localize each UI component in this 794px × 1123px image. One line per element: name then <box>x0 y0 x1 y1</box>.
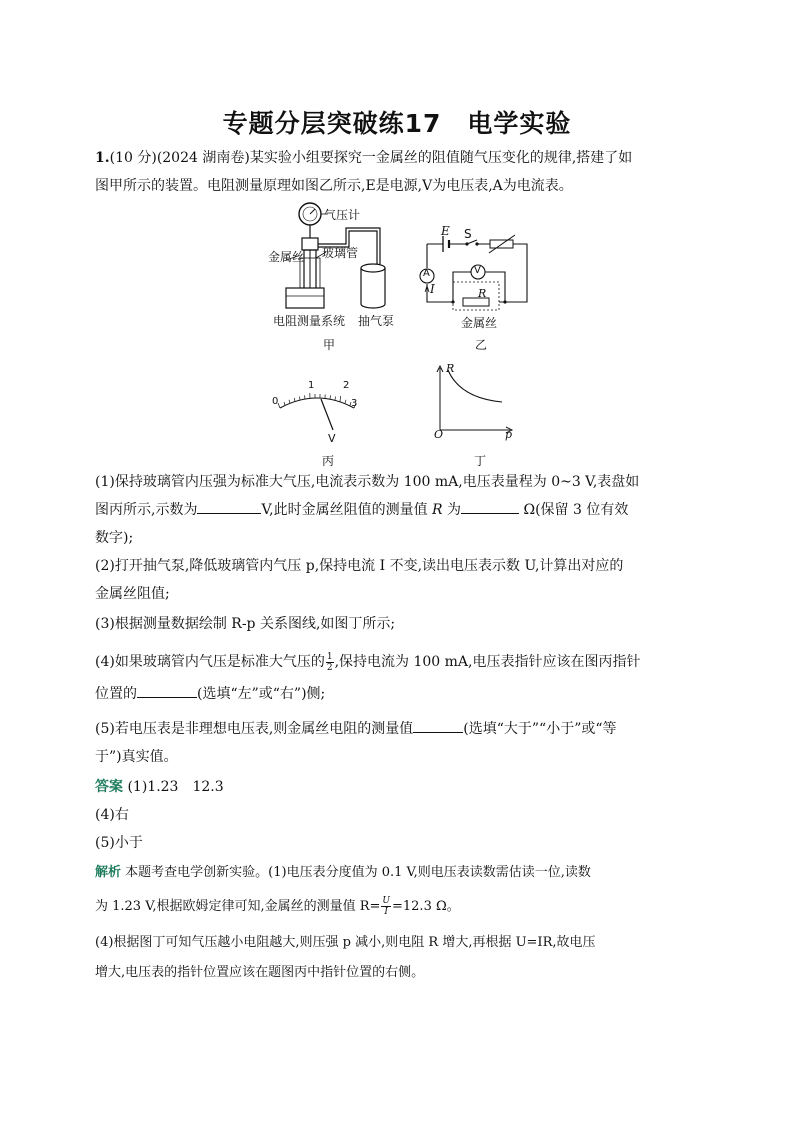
question-number: 1. <box>95 150 110 166</box>
stem-line-1: 1.(10 分)(2024 湖南卷)某实验小组要探究一金属丝的阻值随气压变化的规律,搭建了如 <box>95 150 633 166</box>
dial-tick-0: 0 <box>272 396 279 407</box>
dial-tick-3: 3 <box>351 398 358 409</box>
label-ammeter: A <box>423 268 430 279</box>
part-3: (3)根据测量数据绘制 R-p 关系图线,如图丁所示; <box>95 616 396 632</box>
fraction-one-half: $\frac{1}{2}$ <box>326 651 333 673</box>
stem-line-2: 图甲所示的装置。电阻测量原理如图乙所示,E是电源,V为电压表,A为电流表。 <box>95 178 573 194</box>
label-E: E <box>441 224 450 238</box>
page-title: 专题分层突破练17 电学实验 <box>222 109 572 138</box>
label-resistance-system: 电阻测量系统 <box>273 314 346 328</box>
label-S: S <box>464 227 472 241</box>
part-5: (5)若电压表是非理想电压表,则金属丝电阻的测量值 (选填“大于”“小于”或“等 于”)真实值。 <box>95 715 705 771</box>
dial-tick-2: 2 <box>343 380 350 391</box>
question-meta: (10 分)(2024 湖南卷) <box>109 150 250 166</box>
fraction-U-over-I: $\frac{U}{I}$ <box>382 896 390 917</box>
label-pump: 抽气泵 <box>358 314 395 328</box>
blank-voltage-reading <box>197 499 261 514</box>
caption-yi: 乙 <box>475 338 488 352</box>
axis-p: p <box>505 428 513 441</box>
figure-bing-voltmeter-dial <box>270 380 365 440</box>
label-voltmeter: V <box>474 265 481 276</box>
caption-jia: 甲 <box>323 338 336 352</box>
label-metal-wire-yi: 金属丝 <box>461 316 498 330</box>
caption-bing: 丙 <box>322 454 335 468</box>
explanation-block: 解析 本题考查电学创新实验。(1)电压表分度值为 0.1 V,则电压表读数需估读一位,读数 为 1.23 V,根据欧姆定律可知,金属丝的测量值 R= $\frac{U}{I}$ =12.3 Ω。 (4)根据图丁可知气压越小电阻越大,则压强 p 减小,则电阻 R 增大,再根据 U=IR,故电压 增大,电压表的指针位置应该在题图丙中指针位置的右侧。 <box>95 865 596 980</box>
axis-origin: O <box>434 428 444 441</box>
dial-unit: V <box>328 432 336 445</box>
blank-compare <box>413 718 463 733</box>
label-metal-wire: 金属丝 <box>268 250 305 264</box>
label-current-I: I <box>430 282 435 296</box>
explanation-label: 解析 <box>95 865 122 880</box>
label-resistor-R: R <box>478 287 487 300</box>
caption-ding: 丁 <box>474 454 487 468</box>
axis-R: R <box>446 362 455 375</box>
part-1: (1)保持玻璃管内压强为标准大气压,电流表示数为 100 mA,电压表量程为 0~3 V,表盘如 图丙所示,示数为 V,此时金属丝阻值的测量值 R 为 Ω(保留 3 位有效 数字); <box>95 474 640 546</box>
label-glass-tube: 玻璃管 <box>322 246 359 260</box>
part-4: (4)如果玻璃管内气压是标准大气压的 $\frac{1}{2}$ ,保持电流为 100 mA,电压表指针应该在图丙指针 位置的 (选填“左”或“右”)侧; <box>95 651 641 702</box>
answer-label: 答案 <box>95 779 123 795</box>
answer-block: 答案 (1)1.23 12.3 (4)右 (5)小于 <box>95 779 224 851</box>
blank-left-right <box>137 683 197 698</box>
question-stem <box>95 144 705 200</box>
dial-tick-1: 1 <box>308 380 315 391</box>
part-2: (2)打开抽气泵,降低玻璃管内气压 p,保持电流 I 不变,读出电压表示数 U,计算出对应的 金属丝阻值; <box>95 558 624 602</box>
label-pressure-gauge: 气压计 <box>324 208 361 222</box>
blank-resistance <box>461 499 519 514</box>
